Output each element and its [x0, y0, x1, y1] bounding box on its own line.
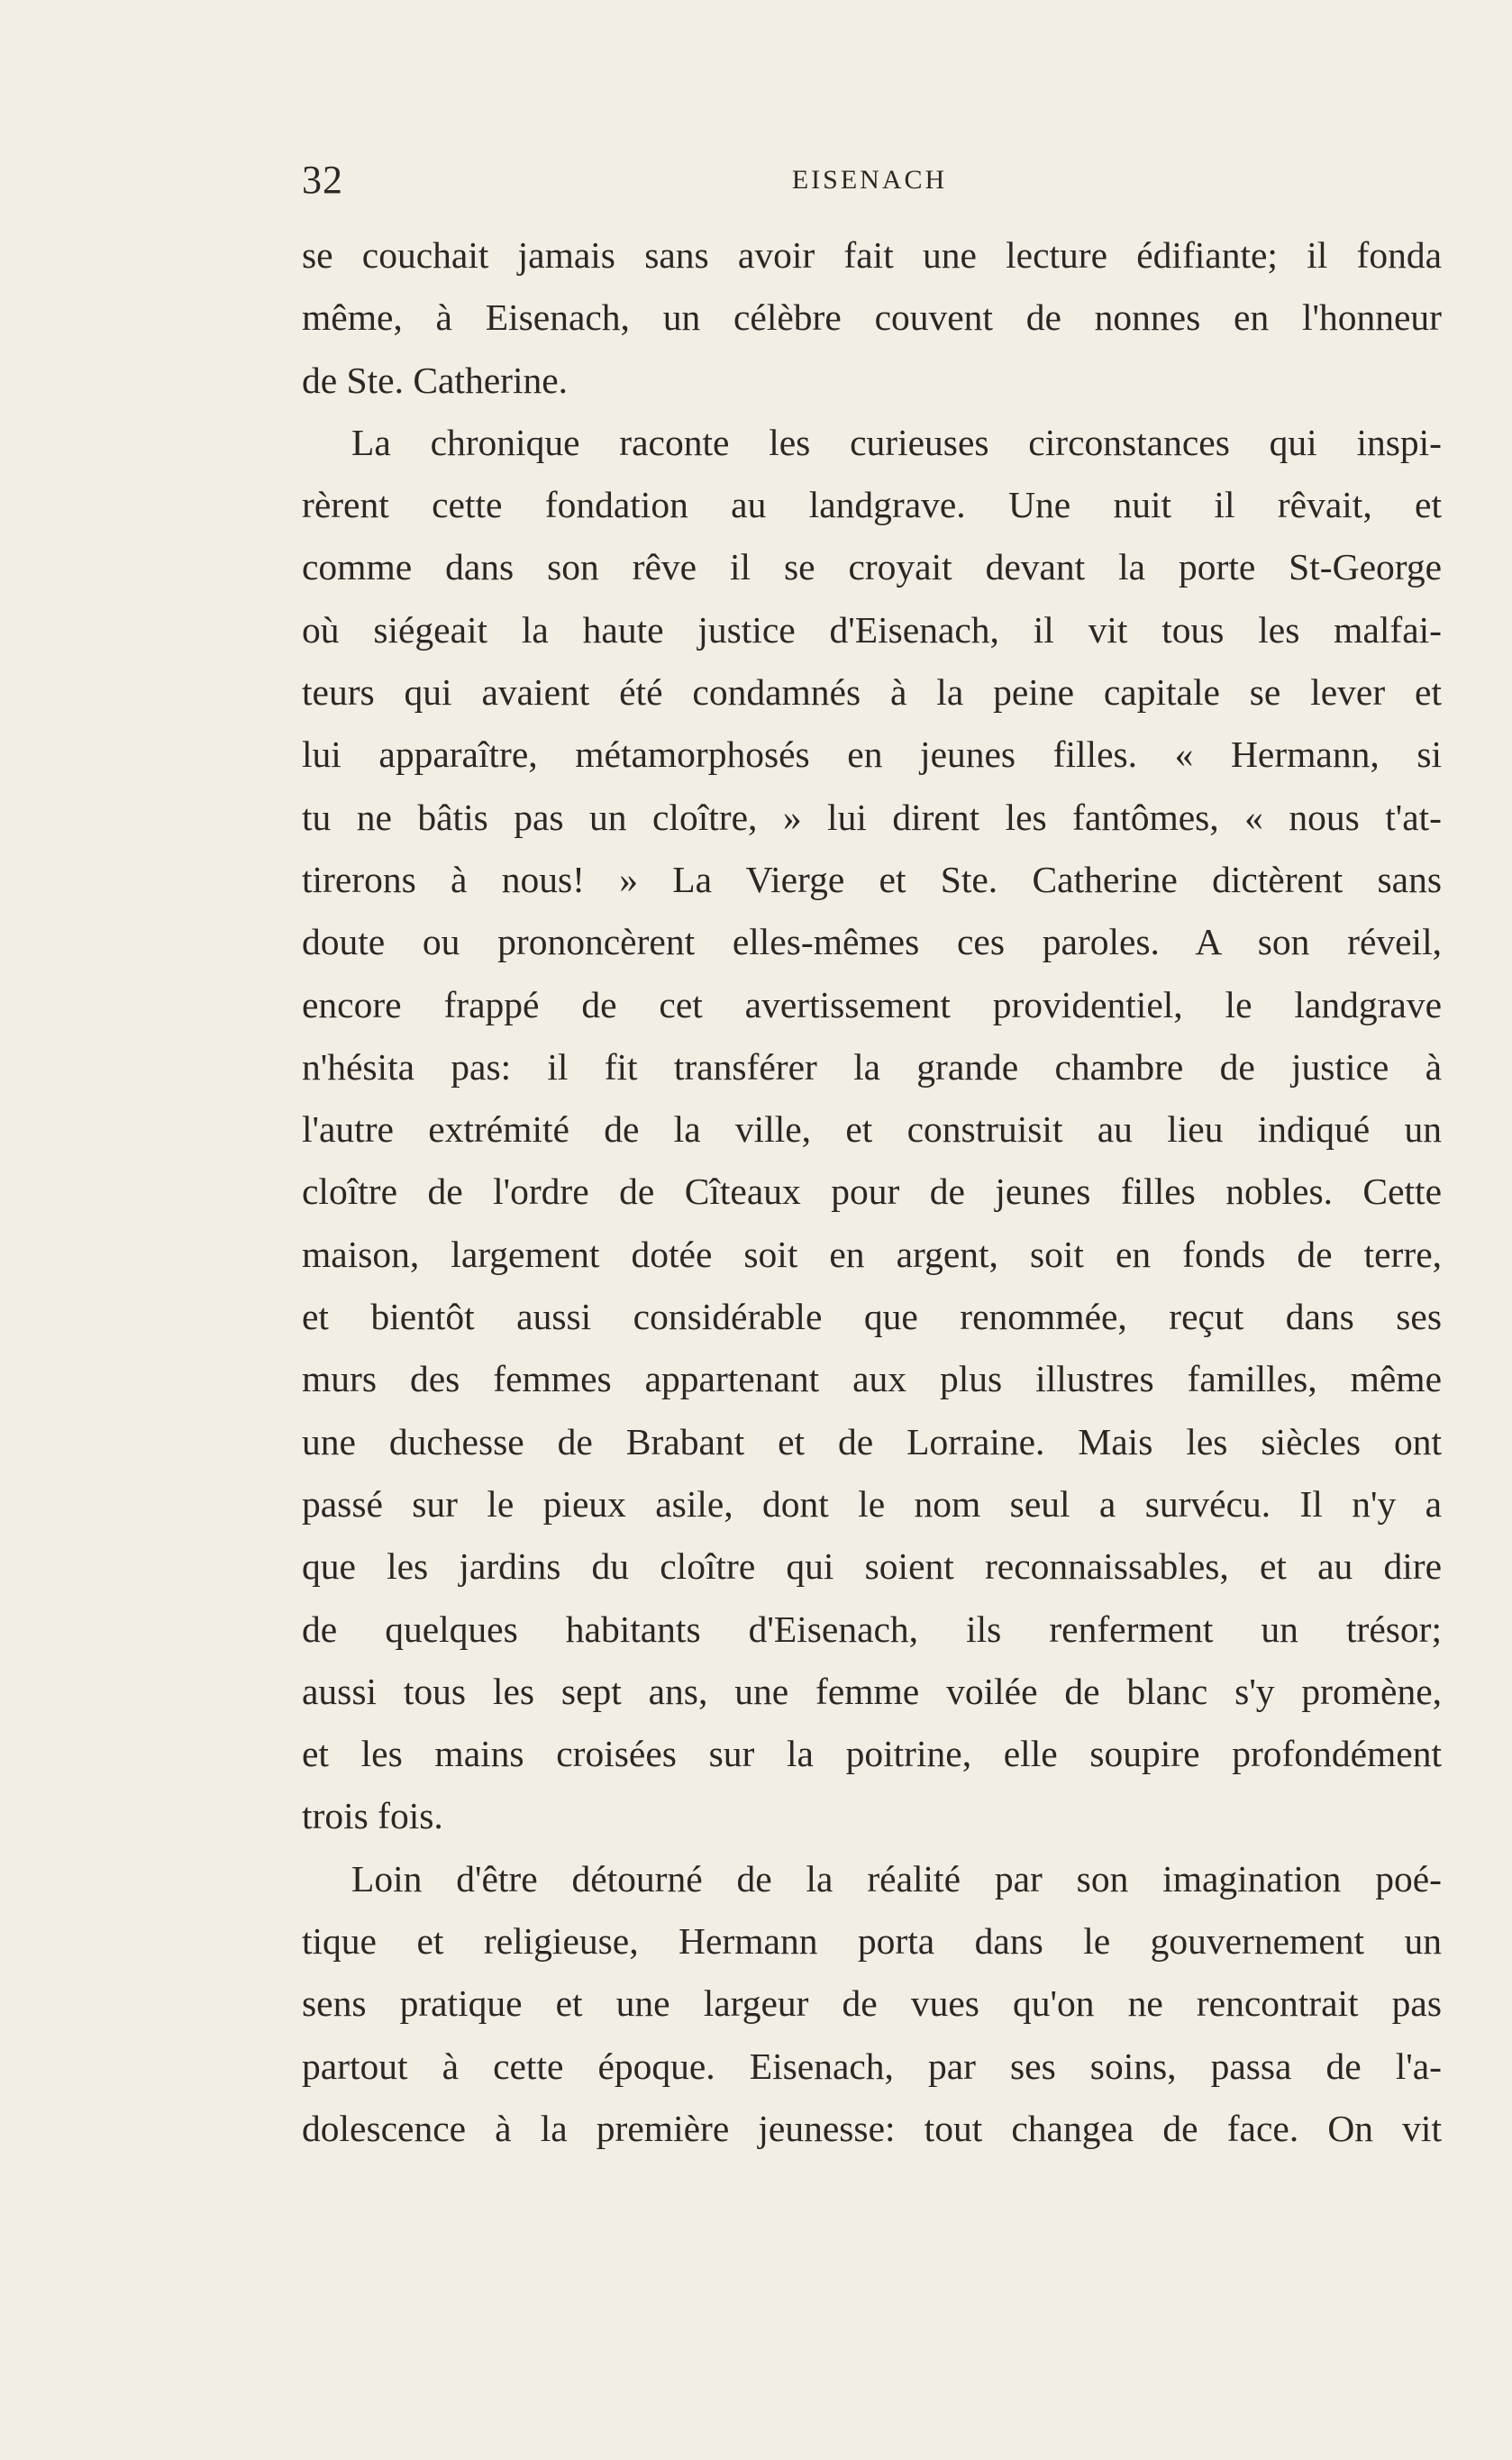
text-line: passé sur le pieux asile, dont le nom seul a survécu. Il n'y a	[302, 1482, 1442, 1525]
body-text	[302, 224, 1442, 2160]
text-line: cloître de l'ordre de Cîteaux pour de jeunes filles nobles. Cette	[302, 1171, 1442, 1213]
paragraph-first-line: La chronique raconte les curieuses circonstances qui inspi-	[351, 421, 1442, 463]
text-line: doute ou prononcèrent elles-mêmes ces paroles. A son réveil,	[302, 921, 1442, 963]
text-line: rèrent cette fondation au landgrave. Une nuit il rêvait, et	[302, 484, 1442, 526]
running-head	[302, 153, 1442, 207]
text-line: même, à Eisenach, un célèbre couvent de nonnes en l'honneur	[302, 296, 1442, 339]
text-line: où siégeait la haute justice d'Eisenach, il vit tous les malfai-	[302, 608, 1442, 651]
text-line: tique et religieuse, Hermann porta dans le gouvernement un	[302, 1920, 1442, 1963]
text-line: une duchesse de Brabant et de Lorraine. Mais les siècles ont	[302, 1420, 1442, 1462]
text-line: lui apparaître, métamorphosés en jeunes filles. « Hermann, si	[302, 733, 1442, 776]
page-number: 32	[302, 158, 343, 202]
text-line: et bientôt aussi considérable que renommée, reçut dans ses	[302, 1296, 1442, 1338]
text-line: aussi tous les sept ans, une femme voilée de blanc s'y promène,	[302, 1670, 1442, 1712]
paragraph-first-line: Loin d'être détourné de la réalité par son imagination poé-	[351, 1857, 1442, 1900]
text-line: comme dans son rêve il se croyait devant la porte St-George	[302, 546, 1442, 588]
running-title: EISENACH	[791, 165, 948, 195]
text-line: maison, largement dotée soit en argent, soit en fonds de terre,	[302, 1233, 1442, 1275]
text-line: de quelques habitants d'Eisenach, ils renferment un trésor;	[302, 1608, 1442, 1650]
text-line: dolescence à la première jeunesse: tout changea de face. On vit	[302, 2107, 1442, 2149]
text-line: teurs qui avaient été condamnés à la peine capitale se lever et	[302, 671, 1442, 714]
text-line: l'autre extrémité de la ville, et construisit au lieu indiqué un	[302, 1108, 1442, 1151]
text-line: de Ste. Catherine.	[302, 359, 569, 401]
text-line: que les jardins du cloître qui soient reconnaissables, et au dire	[302, 1545, 1442, 1588]
text-line: n'hésita pas: il fit transférer la grande chambre de justice à	[302, 1045, 1442, 1088]
text-line: encore frappé de cet avertissement providentiel, le landgrave	[302, 983, 1442, 1025]
text-line: se couchait jamais sans avoir fait une lecture édifiante; il fonda	[302, 234, 1442, 276]
text-line: et les mains croisées sur la poitrine, elle soupire profondément	[302, 1733, 1442, 1775]
text-line: murs des femmes appartenant aux plus illustres familles, même	[302, 1358, 1442, 1400]
text-line: partout à cette époque. Eisenach, par ses soins, passa de l'a-	[302, 2045, 1442, 2087]
text-line: trois fois.	[302, 1795, 443, 1837]
text-line: sens pratique et une largeur de vues qu'on ne rencontrait pas	[302, 1982, 1442, 2025]
text-line: tirerons à nous! » La Vierge et Ste. Catherine dictèrent sans	[302, 858, 1442, 900]
text-line: tu ne bâtis pas un cloître, » lui dirent les fantômes, « nous t'at-	[302, 796, 1442, 838]
